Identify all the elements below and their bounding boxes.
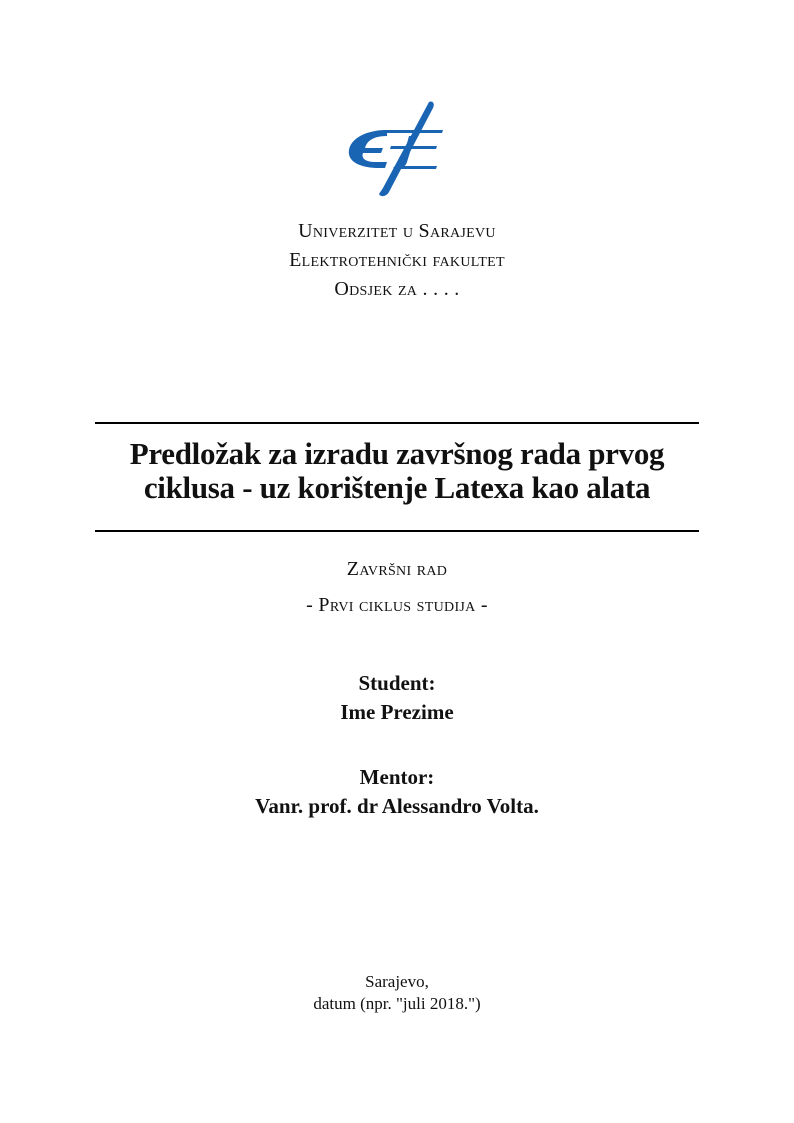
student-label: Student:: [358, 671, 436, 695]
university-name: Univerzitet u Sarajevu: [298, 220, 496, 242]
study-cycle: - Prvi ciklus studija -: [306, 594, 488, 616]
mentor-label: Mentor:: [359, 765, 435, 789]
thesis-title: [0, 437, 794, 505]
city: Sarajevo,: [365, 972, 429, 991]
thesis-title-line-2: ciklusa - uz korištenje Latexa kao alata: [143, 470, 651, 505]
date: datum (npr. "juli 2018."): [313, 994, 481, 1013]
faculty-name: Elektrotehnički fakultet: [289, 249, 505, 271]
institution-block: [0, 217, 794, 304]
place-date-block: [0, 971, 794, 1015]
student-name: Ime Prezime: [340, 700, 454, 724]
mentor-name: Vanr. prof. dr Alessandro Volta.: [255, 794, 539, 818]
thesis-type: Završni rad: [346, 558, 448, 580]
title-top-rule: [95, 422, 699, 424]
mentor-block: [0, 763, 794, 821]
thesis-type-block: [0, 551, 794, 623]
title-bottom-rule: [95, 530, 699, 532]
thesis-title-line-1: Predložak za izradu završnog rada prvog: [129, 436, 665, 471]
etf-logo-icon: [345, 100, 445, 198]
department-name: Odsjek za . . . .: [334, 278, 460, 300]
student-block: [0, 669, 794, 727]
